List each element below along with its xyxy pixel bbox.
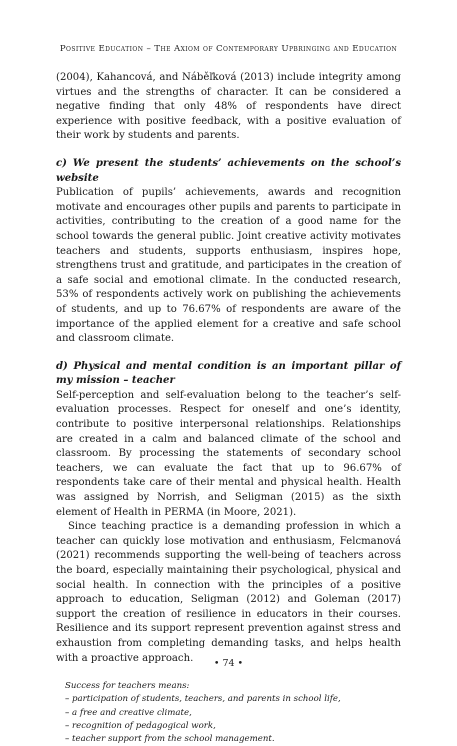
- list-item: – teacher support from the school management.: [65, 733, 275, 744]
- section-d-paragraph-1: Self-perception and self-evaluation belong to the teacher’s self-evaluation processes. Respect for oneself and one’s identity, contribute to positive interpersonal relationships. Relationships are created in a calm and balanced climate of the school and classroom. By processing the statements of secondary school teachers, we can evaluate the fact that up to 96.67% of respondents take care of their mental and physical health. Health was assigned by Norrish, and Seligman (2015) as the sixth element of Health in PERMA (in Moore, 2021).: [56, 389, 401, 518]
- section-c-paragraph: Publication of pupils’ achievements, awards and recognition motivate and encourages other pupils and parents to participate in activities, contributing to the creation of a good name for the school towards the general public. Joint creative activity motivates teachers and students, supports enthusiasm, inspires hope, strengthens trust and gratitude, and participates in the creation of a safe social and emotional climate. In the conducted research, 53% of respondents actively work on publishing the achievements of students, and up to 76.67% of respondents are aware of the importance of the applied element for a creative and safe school and classroom climate.: [56, 187, 401, 345]
- intro-paragraph: (2004), Kahancová, and Náběľková (2013) include integrity among virtues and the strengths of character. It can be considered a negative finding that only 48% of respondents have direct experience with positive feedback, with a positive evaluation of their work by students and parents.: [56, 72, 401, 142]
- running-head: Positive Education – The Axiom of Contemporary Upbringing and Education: [59, 44, 398, 54]
- success-list: [56, 680, 401, 746]
- section-d-paragraph-2: Since teaching practice is a demanding profession in which a teacher can quickly lose motivation and enthusiasm, Felcmanová (2021) recommends supporting the well-being of teachers across the board, especially maintaining their psychological, physical and social health. In connection with the principles of a positive approach to education, Seligman (2012) and Goleman (2017) support the creation of resilience in educators in their courses. Resilience and its support represent prevention against stress and exhaustion from completing demanding tasks, and helps health with a proactive approach.: [56, 521, 401, 664]
- section-c-heading: c) We present the students’ achievements on the school’s website: [56, 157, 401, 184]
- section-d: [56, 360, 401, 666]
- list-item: – recognition of pedagogical work,: [65, 720, 216, 731]
- section-d-heading: d) Physical and mental condition is an important pillar of my mission – teacher: [56, 360, 401, 387]
- page-number: • 74 •: [213, 658, 244, 669]
- body-text: [56, 71, 401, 746]
- list-item: – a free and creative climate,: [65, 707, 192, 718]
- success-list-title: Success for teachers means:: [65, 681, 190, 692]
- list-item: – participation of students, teachers, and parents in school life,: [65, 694, 341, 705]
- section-c: [56, 157, 401, 347]
